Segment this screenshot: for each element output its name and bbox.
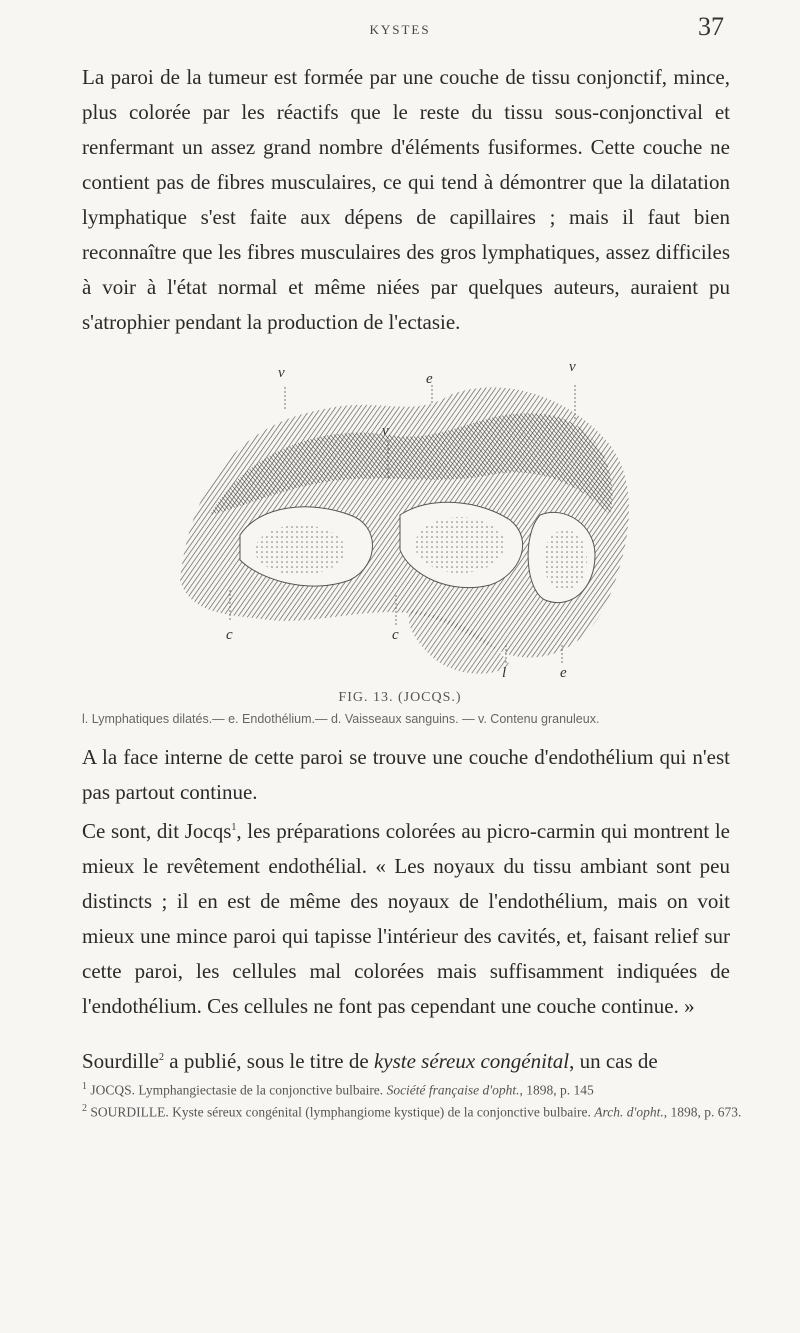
figure-label-v: v bbox=[569, 359, 576, 375]
footnote-1-text: JOCQS. Lymphangiectasie de la conjonctive bulbaire. bbox=[90, 1082, 384, 1098]
paragraph-sourdille-title: kyste séreux congénital bbox=[373, 1049, 570, 1073]
paragraph-sourdille-mid: a publié, sous le titre de bbox=[164, 1049, 374, 1073]
footnotes bbox=[82, 1078, 742, 1121]
figure-label-e: e bbox=[426, 371, 433, 387]
footnote-ref-1[interactable]: 1 bbox=[231, 822, 237, 833]
histology-figure bbox=[150, 359, 650, 690]
running-head: KYSTES bbox=[369, 22, 431, 37]
footnote-1-ref: , 1898, p. 145 bbox=[519, 1082, 594, 1098]
figure-label-v: v bbox=[278, 365, 285, 381]
figure-label-c: c bbox=[226, 627, 233, 643]
granular-content bbox=[415, 517, 505, 573]
figure-label-e: e bbox=[560, 665, 567, 681]
histology-drawing bbox=[150, 365, 650, 690]
footnote-2-ref: , 1898, p. 673. bbox=[663, 1104, 742, 1119]
footnote-1-number: 1 bbox=[82, 1081, 87, 1092]
footnote-ref-2[interactable]: 2 bbox=[159, 1052, 164, 1063]
paragraph-endothelium: A la face interne de cette paroi se trouve une couche d'endothélium qui n'est pas partout continue. bbox=[82, 745, 730, 804]
footnote-2-number: 2 bbox=[82, 1102, 87, 1114]
paragraph-sourdille bbox=[82, 1040, 730, 1075]
figure-label-c: c bbox=[392, 627, 399, 643]
footnote-2-text: SOURDILLE. Kyste séreux congénital (lymphangiome kystique) de la conjonctive bulbaire. bbox=[90, 1104, 591, 1119]
paragraph-sourdille-start: Sourdille bbox=[82, 1049, 159, 1073]
paragraph-paroi: La paroi de la tumeur est formée par une couche de tissu conjonctif, mince, plus colorée par les réactifs que le reste du tissu sous-conjonctival et renfermant un assez grand nombre d'éléments fusiformes. Cette couche ne contient pas de fibres musculaires, ce qui tend à démontrer que la dilatation lymphatique s'est faite aux dépens de capillaires ; mais il faut bien reconnaître que les fibres musculaires des gros lymphatiques, assez difficiles à voir à l'état normal et même niées par quelques auteurs, auraient pu s'atrophier pendant la production de l'ectasie. bbox=[82, 65, 730, 334]
page-number: 37 bbox=[698, 12, 724, 41]
figure-legend: l. Lymphatiques dilatés.— e. Endothélium.— d. Vaisseaux sanguins. — v. Contenu granuleux. bbox=[82, 712, 600, 726]
footnote-2 bbox=[82, 1100, 742, 1122]
footnote-1-journal: Société française d'opht. bbox=[386, 1082, 520, 1098]
footnote-2-journal: Arch. d'opht. bbox=[594, 1104, 664, 1119]
granular-content bbox=[255, 525, 345, 575]
figure-label-l: l bbox=[502, 665, 507, 681]
paragraph-jocqs-start: Ce sont, dit Jocqs bbox=[82, 819, 232, 843]
footnote-1 bbox=[82, 1078, 742, 1100]
paragraph-jocqs bbox=[82, 810, 730, 1024]
figure-caption: FIG. 13. (JOCQS.) bbox=[338, 690, 462, 705]
paragraph-sourdille-end: , un cas de bbox=[569, 1049, 658, 1073]
figure-label-v: v bbox=[382, 423, 389, 439]
paragraph-jocqs-rest: , les préparations colorées au picro-carmin qui montrent le mieux le revêtement endothélial. « Les noyaux du tissu ambiant sont peu distincts ; il en est de même des noyaux de l'endothélium, mais on voit mieux une mince paroi qui tapisse l'intérieur des cavités, et, faisant relief sur cette paroi, les cellules mal colorées mais suffisamment indiquées de l'endothélium. Ces cellules ne font pas cependant une couche continue. » bbox=[82, 819, 730, 1018]
granular-content bbox=[543, 530, 587, 590]
